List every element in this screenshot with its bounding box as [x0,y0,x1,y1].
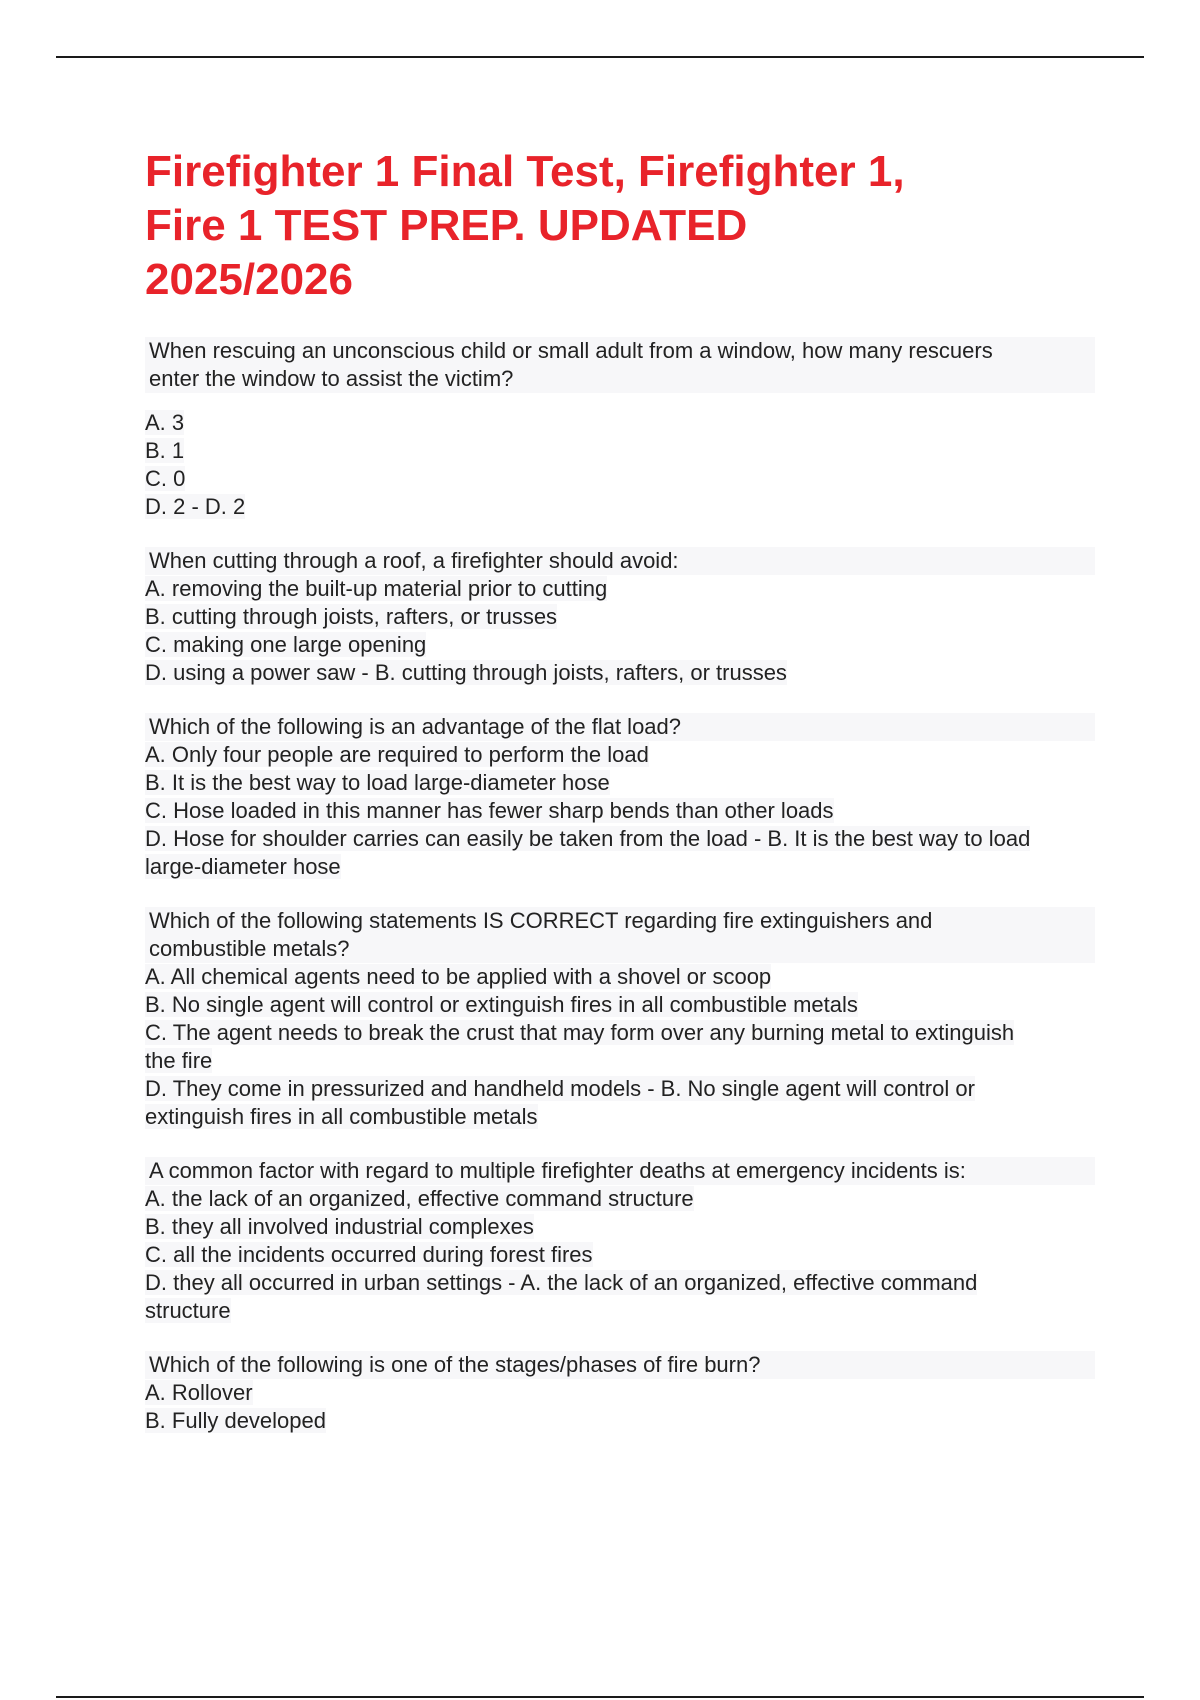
option: A. 3 [145,410,185,435]
option: B. It is the best way to load large-diameter hose [145,770,610,795]
option: C. 0 [145,466,186,491]
option: C. making one large opening [145,632,427,657]
title-line: Firefighter 1 Final Test, Firefighter 1, [145,147,905,196]
option: B. they all involved industrial complexes [145,1214,534,1239]
option-with-answer: D. using a power saw - B. cutting through joists, rafters, or trusses [145,660,787,685]
option-with-answer: D. they all occurred in urban settings - A. the lack of an organized, effective command [145,1270,978,1295]
question-5 [145,1157,1095,1325]
document-body [145,145,1095,1435]
question-text: Which of the following is an advantage of the flat load? [145,713,1095,741]
question-text: A common factor with regard to multiple firefighter deaths at emergency incidents is: [145,1157,1095,1185]
option: B. No single agent will control or extinguish fires in all combustible metals [145,992,858,1017]
option: B. cutting through joists, rafters, or trusses [145,604,558,629]
option: C. The agent needs to break the crust that may form over any burning metal to extinguish [145,1020,1015,1045]
option: A. Only four people are required to perform the load [145,742,649,767]
option-continuation: large-diameter hose [145,854,341,879]
question-text: When cutting through a roof, a firefighter should avoid: [145,547,1095,575]
title-line: Fire 1 TEST PREP. UPDATED [145,201,748,250]
question-3 [145,713,1095,881]
option: A. removing the built-up material prior to cutting [145,576,608,601]
question-text: When rescuing an unconscious child or small adult from a window, how many rescuers [145,337,1095,365]
option: A. Rollover [145,1380,253,1405]
question-text: enter the window to assist the victim? [145,365,1095,393]
option-with-answer: D. Hose for shoulder carries can easily be taken from the load - B. It is the best way to load [145,826,1031,851]
option: B. 1 [145,438,185,463]
option: A. the lack of an organized, effective command structure [145,1186,694,1211]
option: B. Fully developed [145,1408,326,1433]
question-2 [145,547,1095,687]
title-line: 2025/2026 [145,255,353,304]
question-text: combustible metals? [145,935,1095,963]
option: C. Hose loaded in this manner has fewer sharp bends than other loads [145,798,834,823]
option-continuation: extinguish fires in all combustible metals [145,1104,538,1129]
option-continuation: structure [145,1298,231,1323]
bottom-rule [56,1696,1144,1698]
option-with-answer: D. 2 - D. 2 [145,494,246,519]
option: C. all the incidents occurred during forest fires [145,1242,593,1267]
question-text: Which of the following is one of the stages/phases of fire burn? [145,1351,1095,1379]
question-1 [145,337,1095,521]
document-title [145,145,1095,307]
option: A. All chemical agents need to be applied with a shovel or scoop [145,964,772,989]
option-continuation: the fire [145,1048,213,1073]
top-rule [56,56,1144,58]
question-text: Which of the following statements IS CORRECT regarding fire extinguishers and [145,907,1095,935]
question-4 [145,907,1095,1131]
option-with-answer: D. They come in pressurized and handheld models - B. No single agent will control or [145,1076,975,1101]
question-6 [145,1351,1095,1435]
